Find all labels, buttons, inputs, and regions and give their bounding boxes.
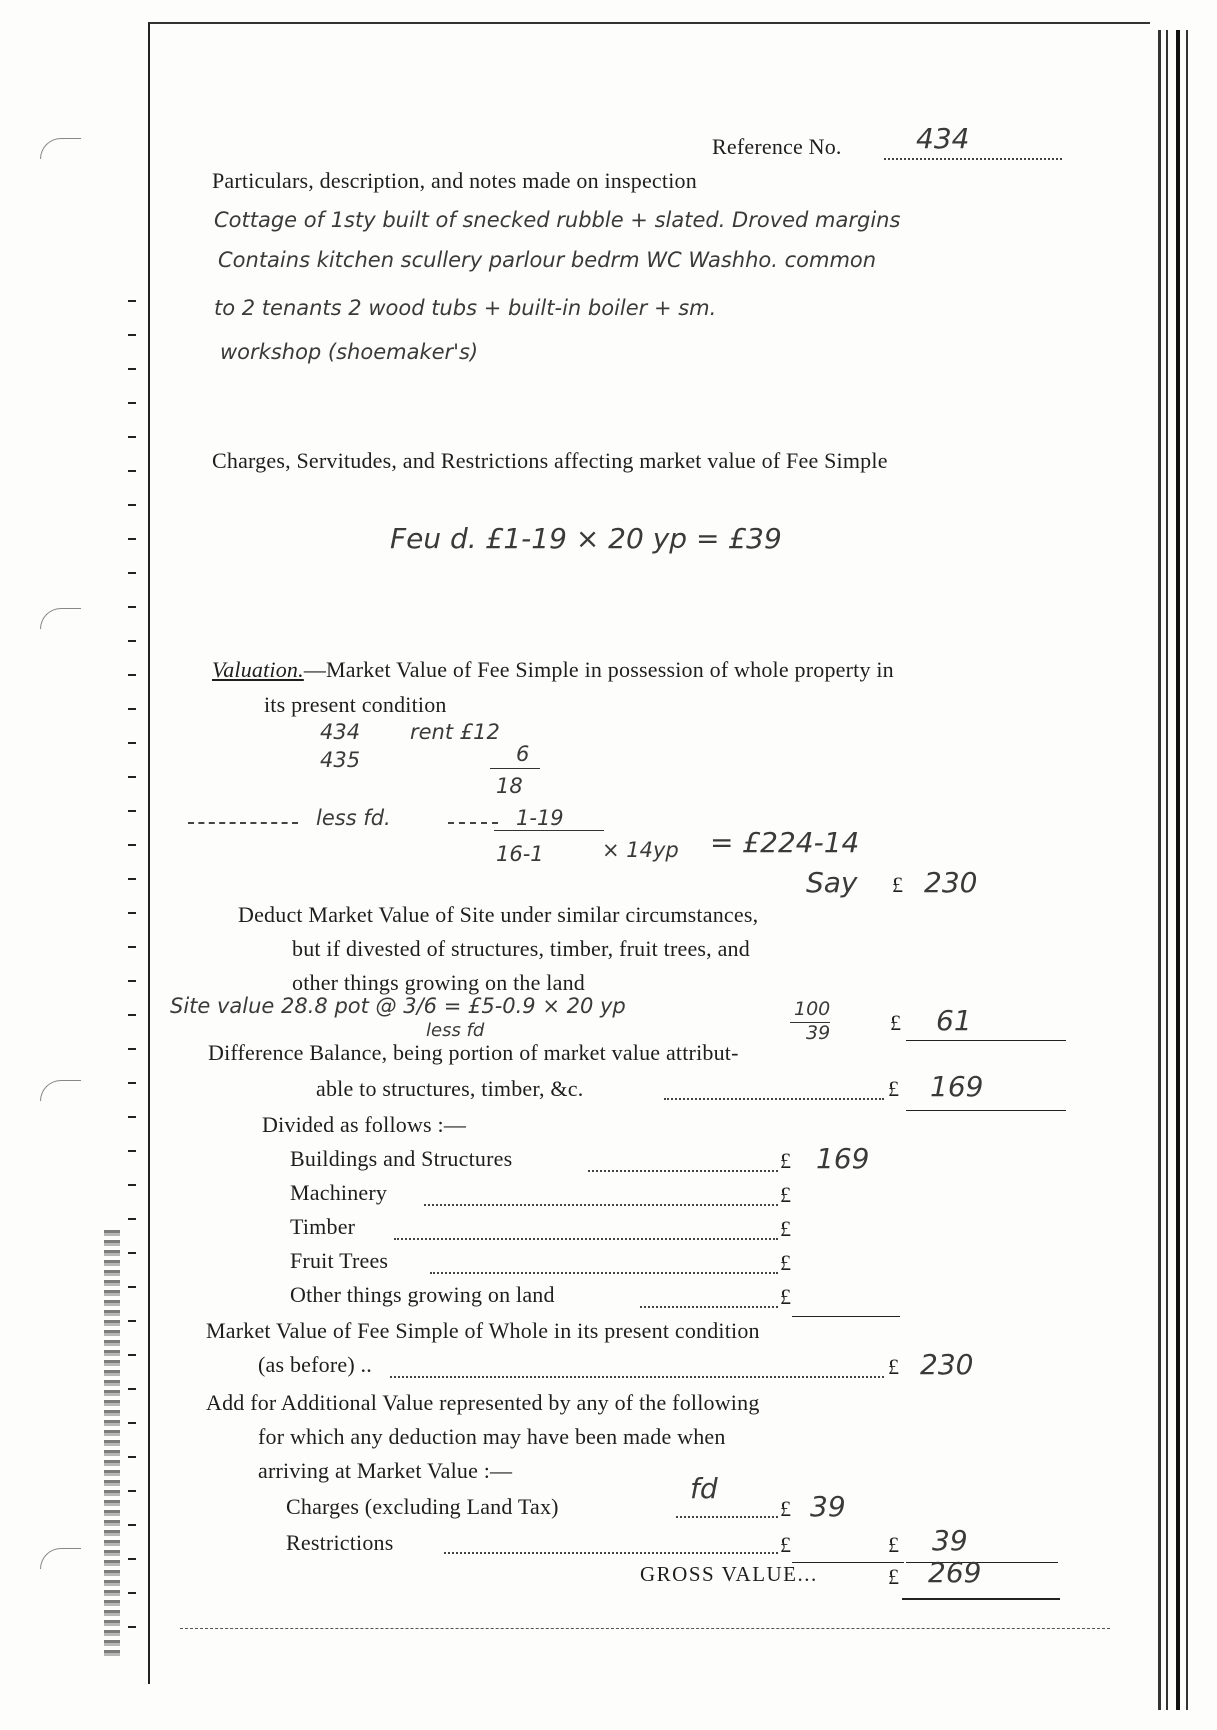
value-underline bbox=[902, 1598, 1060, 1600]
add-charges-label: Charges (excluding Land Tax) bbox=[286, 1494, 559, 1519]
divided-item-label: Buildings and Structures bbox=[290, 1146, 513, 1171]
deduct-value: 61 bbox=[936, 1004, 972, 1037]
currency-symbol: £ bbox=[780, 1148, 792, 1173]
particulars-heading: Particulars, description, and notes made on inspection bbox=[212, 168, 697, 193]
value-underline bbox=[792, 1316, 900, 1317]
difference-value: 169 bbox=[930, 1070, 984, 1103]
currency-symbol: £ bbox=[890, 1010, 902, 1035]
currency-symbol: £ bbox=[780, 1216, 792, 1241]
less-fd-note: less fd bbox=[426, 1020, 485, 1041]
add-line: for which any deduction may have been made when bbox=[258, 1424, 726, 1449]
particulars-note-line: Cottage of 1sty built of snecked rubble + slated. Droved margins bbox=[214, 208, 901, 232]
deduct-line: other things growing on the land bbox=[292, 970, 585, 995]
add-line: arriving at Market Value :— bbox=[258, 1458, 513, 1483]
valuation-label: Valuation. bbox=[212, 657, 304, 682]
working-result: = £224-14 bbox=[710, 826, 860, 859]
leader-dots bbox=[394, 1238, 778, 1240]
add-line: Add for Additional Value represented by any of the following bbox=[206, 1390, 760, 1415]
working-rent: rent £12 bbox=[410, 720, 500, 744]
deduct-line: Deduct Market Value of Site under similar circumstances, bbox=[238, 902, 759, 927]
working-rule bbox=[490, 768, 540, 769]
leader-dots bbox=[640, 1306, 778, 1308]
bottom-rule bbox=[180, 1628, 1110, 1629]
particulars-note-line: Contains kitchen scullery parlour bedrm WC Washho. common bbox=[218, 248, 877, 272]
market-whole-line: (as before) .. bbox=[258, 1352, 372, 1377]
value-underline bbox=[906, 1040, 1066, 1041]
add-restrictions-label: Restrictions bbox=[286, 1530, 394, 1555]
leader-dots bbox=[444, 1552, 778, 1554]
working-rule bbox=[494, 830, 604, 831]
divided-item-label: Fruit Trees bbox=[290, 1248, 389, 1273]
working-dashes bbox=[448, 822, 498, 824]
hole-punch-mark bbox=[40, 608, 81, 629]
add-charges-note: fd bbox=[690, 1472, 718, 1505]
working-subtotal: 18 bbox=[496, 774, 523, 798]
charges-heading: Charges, Servitudes, and Restrictions affecting market value of Fee Simple bbox=[212, 448, 888, 473]
binding-marks bbox=[128, 300, 136, 1640]
currency-symbol: £ bbox=[780, 1532, 792, 1557]
divided-item-label: Machinery bbox=[290, 1180, 388, 1205]
currency-symbol: £ bbox=[780, 1182, 792, 1207]
working-less-value: 1-19 bbox=[516, 806, 564, 830]
leader-dots bbox=[424, 1204, 778, 1206]
currency-symbol: £ bbox=[892, 872, 904, 897]
deduct-side-figure: 39 bbox=[806, 1022, 831, 1044]
difference-line: Difference Balance, being portion of market value attribut- bbox=[208, 1040, 739, 1065]
working-dashes bbox=[188, 822, 298, 824]
valuation-heading-text: —Market Value of Fee Simple in possession of whole property in bbox=[303, 657, 894, 682]
market-whole-line: Market Value of Fee Simple of Whole in its present condition bbox=[206, 1318, 760, 1343]
reference-label: Reference No. bbox=[712, 134, 842, 159]
page-edge bbox=[1166, 30, 1168, 1710]
leader-dots bbox=[676, 1516, 778, 1518]
currency-symbol: £ bbox=[888, 1564, 900, 1589]
add-charges-value: 39 bbox=[810, 1490, 846, 1523]
gross-value: 269 bbox=[928, 1556, 982, 1589]
currency-symbol: £ bbox=[780, 1496, 792, 1521]
leader-dots bbox=[664, 1098, 884, 1100]
working-value: 6 bbox=[516, 742, 530, 766]
page-edge bbox=[1158, 30, 1161, 1710]
deduct-side-figure: 100 bbox=[794, 998, 831, 1020]
divided-item-label: Other things growing on land bbox=[290, 1282, 555, 1307]
divided-item-label: Timber bbox=[290, 1214, 356, 1239]
divided-item-value: 169 bbox=[816, 1142, 870, 1175]
say-label: Say bbox=[806, 866, 858, 899]
hole-punch-mark bbox=[40, 1548, 81, 1569]
working-ref: 435 bbox=[320, 748, 361, 772]
deduct-line: but if divested of structures, timber, fruit trees, and bbox=[292, 936, 750, 961]
reference-number: 434 bbox=[916, 122, 970, 155]
page-edge bbox=[1176, 30, 1180, 1710]
particulars-note-line: workshop (shoemaker's) bbox=[220, 340, 479, 364]
reference-dotline bbox=[884, 158, 1062, 160]
difference-line: able to structures, timber, &c. bbox=[316, 1076, 584, 1101]
working-multiplier: × 14yp bbox=[602, 838, 679, 862]
valuation-heading-line2: its present condition bbox=[264, 692, 447, 717]
currency-symbol: £ bbox=[888, 1354, 900, 1379]
value-underline bbox=[906, 1110, 1066, 1111]
working-less-label: less fd. bbox=[316, 806, 391, 830]
leader-dots bbox=[430, 1272, 778, 1274]
charges-note: Feu d. £1-19 × 20 yp = £39 bbox=[390, 522, 782, 555]
gross-value-label: GROSS VALUE... bbox=[640, 1562, 818, 1586]
divided-heading: Divided as follows :— bbox=[262, 1112, 467, 1137]
hole-punch-mark bbox=[40, 138, 81, 159]
currency-symbol: £ bbox=[780, 1250, 792, 1275]
site-value-note: Site value 28.8 pot @ 3/6 = £5-0.9 × 20 yp bbox=[170, 994, 626, 1018]
valuation-say-value: 230 bbox=[924, 866, 978, 899]
working-net: 16-1 bbox=[496, 842, 544, 866]
currency-symbol: £ bbox=[888, 1532, 900, 1557]
binding-scribble bbox=[104, 1230, 120, 1660]
particulars-note-line: to 2 tenants 2 wood tubs + built-in boiler + sm. bbox=[214, 296, 717, 320]
working-ref: 434 bbox=[320, 720, 361, 744]
valuation-heading bbox=[212, 657, 894, 683]
hole-punch-mark bbox=[40, 1080, 81, 1101]
leader-dots bbox=[588, 1170, 778, 1172]
add-total-value: 39 bbox=[932, 1524, 968, 1557]
currency-symbol: £ bbox=[888, 1076, 900, 1101]
page-edge bbox=[1186, 30, 1188, 1710]
leader-dots bbox=[390, 1376, 884, 1378]
currency-symbol: £ bbox=[780, 1284, 792, 1309]
market-whole-value: 230 bbox=[920, 1348, 974, 1381]
